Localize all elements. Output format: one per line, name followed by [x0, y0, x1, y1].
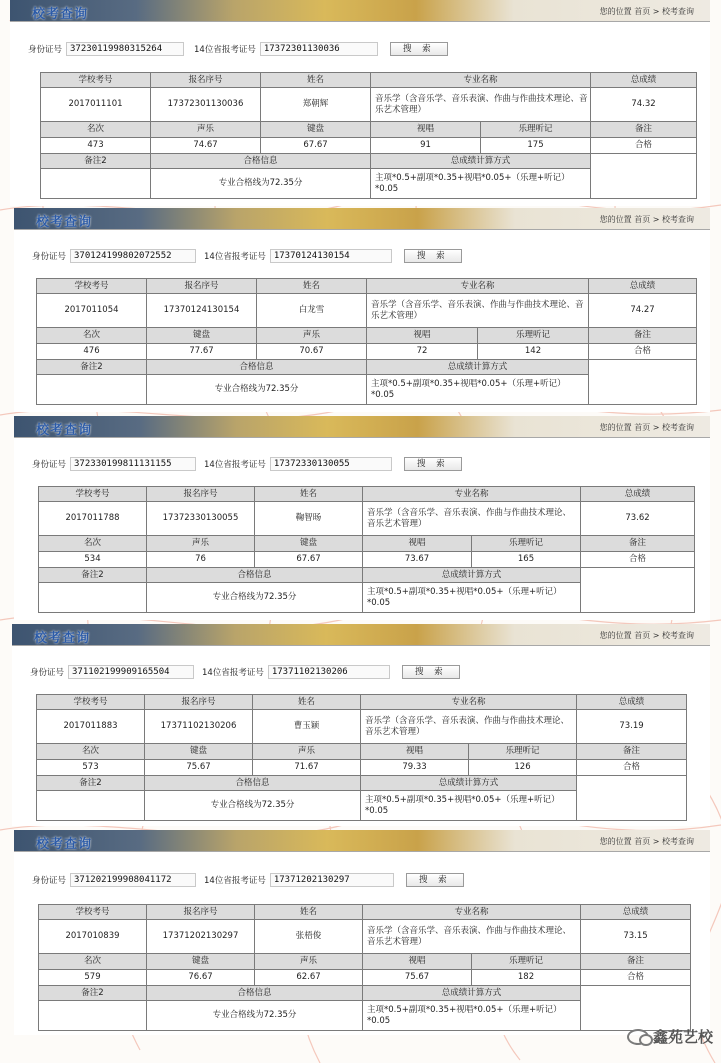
exam-no-input[interactable]: 17371202130297: [270, 873, 394, 887]
remark-header: 备注: [581, 954, 691, 970]
main-subject-header: 键盘: [147, 954, 255, 970]
signup-no-value: 17371102130206: [145, 710, 253, 744]
total-header: 总成绩: [581, 905, 691, 920]
school-no-header: 学校考号: [39, 905, 147, 920]
school-no-header: 学校考号: [39, 487, 147, 502]
rank-value: 473: [41, 138, 151, 154]
music-theory-header: 乐理听记: [515, 330, 550, 340]
result-table: [36, 278, 697, 405]
search-row: [32, 456, 462, 472]
major-header: 专业名称: [363, 905, 581, 920]
sub-subject-value: 62.67: [255, 970, 363, 986]
sight-theory-header: [367, 328, 589, 344]
id-card-input[interactable]: 372330199811131155: [70, 457, 196, 471]
blank-cell: [591, 154, 697, 199]
sight-theory-value: [367, 344, 589, 360]
remark2-value: [41, 169, 151, 199]
remark-header: 备注: [589, 328, 697, 344]
qualify-info-value: 专业合格线为72.35分: [147, 1001, 363, 1031]
sight-singing-value: 75.67: [363, 970, 472, 985]
sub-subject-header: 键盘: [255, 536, 363, 552]
qualify-info-header: 合格信息: [145, 776, 361, 791]
name-value: 张梧俊: [255, 920, 363, 954]
calc-method-value: 主项*0.5+副项*0.35+视唱*0.05+（乐理+听记）*0.05: [367, 375, 589, 405]
major-value: 音乐学（含音乐学、音乐表演、作曲与作曲技术理论、音乐艺术管理）: [363, 920, 581, 954]
school-no-value: 2017011054: [37, 294, 147, 328]
signup-no-header: 报名序号: [145, 695, 253, 710]
brand-watermark: [627, 1026, 713, 1047]
rank-header: 名次: [37, 744, 145, 760]
rank-value: 534: [39, 552, 147, 568]
total-header: 总成绩: [591, 73, 697, 88]
sub-subject-header: 声乐: [253, 744, 361, 760]
blank-cell: [589, 360, 697, 405]
result-panel-3: [14, 416, 710, 620]
sight-singing-header: 视唱: [363, 954, 472, 969]
total-header: 总成绩: [581, 487, 695, 502]
exam-no-label: 14位省报考证号: [204, 460, 266, 470]
remark2-value: [37, 375, 147, 405]
remark-value: 合格: [591, 138, 697, 154]
id-card-input[interactable]: 371202199908041172: [70, 873, 196, 887]
remark-value: 合格: [581, 552, 695, 568]
major-value: 音乐学（含音乐学、音乐表演、作曲与作曲技术理论、音乐艺术管理）: [371, 88, 591, 122]
calc-method-header: 总成绩计算方式: [363, 986, 581, 1001]
header-banner: [14, 208, 710, 230]
id-card-label: 身份证号: [30, 668, 65, 678]
signup-no-header: 报名序号: [147, 279, 257, 294]
remark2-value: [37, 791, 145, 821]
sight-singing-value: 91: [371, 138, 481, 153]
calc-method-value: 主项*0.5+副项*0.35+视唱*0.05+（乐理+听记）*0.05: [371, 169, 591, 199]
exam-no-label: 14位省报考证号: [202, 668, 264, 678]
sight-singing-header: 视唱: [363, 536, 472, 551]
id-card-label: 身份证号: [32, 252, 67, 262]
sight-theory-header: [361, 744, 577, 760]
qualify-info-header: 合格信息: [147, 360, 367, 375]
remark2-value: [39, 583, 147, 613]
exam-no-input[interactable]: 17370124130154: [270, 249, 392, 263]
qualify-info-value: 专业合格线为72.35分: [151, 169, 371, 199]
blank-cell: [581, 986, 691, 1031]
signup-no-value: 17371202130297: [147, 920, 255, 954]
sub-subject-value: 71.67: [253, 760, 361, 776]
exam-no-label: 14位省报考证号: [204, 876, 266, 886]
music-theory-value: 126: [514, 762, 531, 772]
music-theory-header: 乐理听记: [508, 538, 543, 548]
result-table: [38, 486, 695, 613]
calc-method-header: 总成绩计算方式: [371, 154, 591, 169]
sight-singing-value: 79.33: [361, 760, 469, 775]
sub-subject-header: 声乐: [255, 954, 363, 970]
sight-theory-header: [363, 536, 581, 552]
id-card-label: 身份证号: [32, 460, 67, 470]
school-no-value: 2017011101: [41, 88, 151, 122]
signup-no-value: 17372330130055: [147, 502, 255, 536]
major-header: 专业名称: [361, 695, 577, 710]
rank-header: 名次: [37, 328, 147, 344]
main-subject-header: 声乐: [147, 536, 255, 552]
school-no-value: 2017011788: [39, 502, 147, 536]
main-subject-value: 74.67: [151, 138, 261, 154]
search-button[interactable]: 搜 索: [406, 873, 464, 887]
main-subject-value: 75.67: [145, 760, 253, 776]
calc-method-value: 主项*0.5+副项*0.35+视唱*0.05+（乐理+听记）*0.05: [361, 791, 577, 821]
id-card-input[interactable]: 37230119980315264: [66, 42, 184, 56]
music-theory-value: 165: [517, 554, 535, 564]
remark2-header: 备注2: [39, 986, 147, 1001]
major-value: 音乐学（含音乐学、音乐表演、作曲与作曲技术理论、音乐艺术管理）: [367, 294, 589, 328]
header-banner: [10, 0, 710, 22]
sight-theory-value: [363, 970, 581, 986]
music-theory-value: 142: [524, 346, 542, 356]
rank-header: 名次: [39, 954, 147, 970]
total-value: 73.62: [581, 502, 695, 536]
page-title: 校考查询: [36, 215, 93, 230]
remark-header: 备注: [591, 122, 697, 138]
major-value: 音乐学（含音乐学、音乐表演、作曲与作曲技术理论、音乐艺术管理）: [363, 502, 581, 536]
sight-theory-value: [361, 760, 577, 776]
blank-cell: [577, 776, 687, 821]
id-card-label: 身份证号: [32, 876, 67, 886]
signup-no-value: 17372301130036: [151, 88, 261, 122]
qualify-info-header: 合格信息: [147, 568, 363, 583]
remark2-header: 备注2: [39, 568, 147, 583]
total-value: 73.15: [581, 920, 691, 954]
sight-theory-header: [371, 122, 591, 138]
remark2-header: 备注2: [37, 776, 145, 791]
page-title: 校考查询: [36, 837, 93, 852]
brand-name: 鑫苑艺校: [652, 1028, 713, 1046]
music-theory-value: 175: [527, 140, 544, 150]
school-no-header: 学校考号: [37, 279, 147, 294]
remark-value: 合格: [589, 344, 697, 360]
sight-singing-value: 73.67: [363, 552, 472, 567]
sight-theory-header: [363, 954, 581, 970]
exam-no-label: 14位省报考证号: [204, 252, 266, 262]
result-table: [36, 694, 687, 821]
signup-no-header: 报名序号: [151, 73, 261, 88]
search-button[interactable]: 搜 索: [402, 665, 460, 679]
music-theory-header: 乐理听记: [508, 956, 543, 966]
result-panel-1: [10, 0, 710, 206]
breadcrumb[interactable]: 您的位置 首页 > 校考查询: [599, 631, 694, 640]
search-button[interactable]: 搜 索: [404, 249, 462, 263]
total-value: 73.19: [577, 710, 687, 744]
search-button[interactable]: 搜 索: [404, 457, 462, 471]
breadcrumb[interactable]: 您的位置 首页 > 校考查询: [599, 7, 694, 16]
name-header: 姓名: [255, 487, 363, 502]
search-button[interactable]: 搜 索: [390, 42, 448, 56]
major-header: 专业名称: [363, 487, 581, 502]
result-panel-2: [14, 208, 710, 412]
rank-value: 476: [37, 344, 147, 360]
id-card-label: 身份证号: [28, 45, 63, 55]
name-header: 姓名: [257, 279, 367, 294]
qualify-info-header: 合格信息: [151, 154, 371, 169]
remark-header: 备注: [577, 744, 687, 760]
qualify-info-header: 合格信息: [147, 986, 363, 1001]
calc-method-header: 总成绩计算方式: [363, 568, 581, 583]
result-panel-5: [14, 830, 710, 1035]
search-row: [32, 872, 464, 888]
school-no-header: 学校考号: [41, 73, 151, 88]
remark-value: 合格: [577, 760, 687, 776]
sub-subject-value: 70.67: [257, 344, 367, 360]
music-theory-header: 乐理听记: [505, 746, 540, 756]
header-banner: [14, 830, 710, 852]
sight-singing-value: 72: [367, 344, 478, 359]
exam-no-label: 14位省报考证号: [194, 45, 256, 55]
sight-singing-header: 视唱: [371, 122, 481, 137]
header-banner: [14, 416, 710, 438]
main-subject-header: 键盘: [145, 744, 253, 760]
sub-subject-value: 67.67: [261, 138, 371, 154]
search-row: [32, 248, 462, 264]
main-subject-value: 77.67: [147, 344, 257, 360]
exam-no-input[interactable]: 17372330130055: [270, 457, 392, 471]
exam-no-input[interactable]: 17371102130206: [268, 665, 390, 679]
remark-value: 合格: [581, 970, 691, 986]
school-no-header: 学校考号: [37, 695, 145, 710]
main-subject-value: 76: [147, 552, 255, 568]
remark-header: 备注: [581, 536, 695, 552]
remark2-value: [39, 1001, 147, 1031]
school-no-value: 2017011883: [37, 710, 145, 744]
rank-header: 名次: [39, 536, 147, 552]
name-header: 姓名: [255, 905, 363, 920]
signup-no-value: 17370124130154: [147, 294, 257, 328]
name-header: 姓名: [253, 695, 361, 710]
music-theory-header: 乐理听记: [518, 124, 553, 134]
qualify-info-value: 专业合格线为72.35分: [145, 791, 361, 821]
school-no-value: 2017010839: [39, 920, 147, 954]
wechat-icon: [627, 1029, 649, 1045]
name-value: 郑朝辉: [261, 88, 371, 122]
result-panel-4: [12, 624, 710, 826]
breadcrumb[interactable]: 您的位置 首页 > 校考查询: [599, 215, 694, 224]
search-row: [28, 41, 448, 57]
rank-header: 名次: [41, 122, 151, 138]
calc-method-header: 总成绩计算方式: [367, 360, 589, 375]
music-theory-value: 182: [517, 972, 535, 982]
sight-singing-header: 视唱: [367, 328, 478, 343]
major-value: 音乐学（含音乐学、音乐表演、作曲与作曲技术理论、音乐艺术管理）: [361, 710, 577, 744]
sub-subject-value: 67.67: [255, 552, 363, 568]
total-value: 74.32: [591, 88, 697, 122]
rank-value: 579: [39, 970, 147, 986]
major-header: 专业名称: [371, 73, 591, 88]
name-value: 曹玉颖: [253, 710, 361, 744]
qualify-info-value: 专业合格线为72.35分: [147, 583, 363, 613]
breadcrumb[interactable]: 您的位置 首页 > 校考查询: [599, 837, 694, 846]
total-value: 74.27: [589, 294, 697, 328]
remark2-header: 备注2: [37, 360, 147, 375]
id-card-input[interactable]: 371102199909165504: [68, 665, 194, 679]
sight-theory-value: [363, 552, 581, 568]
name-value: 鞠智旸: [255, 502, 363, 536]
total-header: 总成绩: [577, 695, 687, 710]
header-banner: [12, 624, 710, 646]
sight-theory-value: [371, 138, 591, 154]
exam-no-input[interactable]: 17372301130036: [260, 42, 378, 56]
total-header: 总成绩: [589, 279, 697, 294]
main-subject-header: 键盘: [147, 328, 257, 344]
signup-no-header: 报名序号: [147, 487, 255, 502]
calc-method-header: 总成绩计算方式: [361, 776, 577, 791]
page-title: 校考查询: [34, 631, 91, 646]
calc-method-value: 主项*0.5+副项*0.35+视唱*0.05+（乐理+听记）*0.05: [363, 1001, 581, 1031]
major-header: 专业名称: [367, 279, 589, 294]
calc-method-value: 主项*0.5+副项*0.35+视唱*0.05+（乐理+听记）*0.05: [363, 583, 581, 613]
main-subject-value: 76.67: [147, 970, 255, 986]
remark2-header: 备注2: [41, 154, 151, 169]
rank-value: 573: [37, 760, 145, 776]
name-header: 姓名: [261, 73, 371, 88]
name-value: 白龙雪: [257, 294, 367, 328]
breadcrumb[interactable]: 您的位置 首页 > 校考查询: [599, 423, 694, 432]
sub-subject-header: 键盘: [261, 122, 371, 138]
main-subject-header: 声乐: [151, 122, 261, 138]
qualify-info-value: 专业合格线为72.35分: [147, 375, 367, 405]
signup-no-header: 报名序号: [147, 905, 255, 920]
result-table: [38, 904, 691, 1031]
page-title: 校考查询: [32, 7, 89, 22]
result-table: [40, 72, 697, 199]
blank-cell: [581, 568, 695, 613]
page-title: 校考查询: [36, 423, 93, 438]
sub-subject-header: 声乐: [257, 328, 367, 344]
search-row: [30, 664, 460, 680]
sight-singing-header: 视唱: [361, 744, 469, 759]
id-card-input[interactable]: 370124199802072552: [70, 249, 196, 263]
